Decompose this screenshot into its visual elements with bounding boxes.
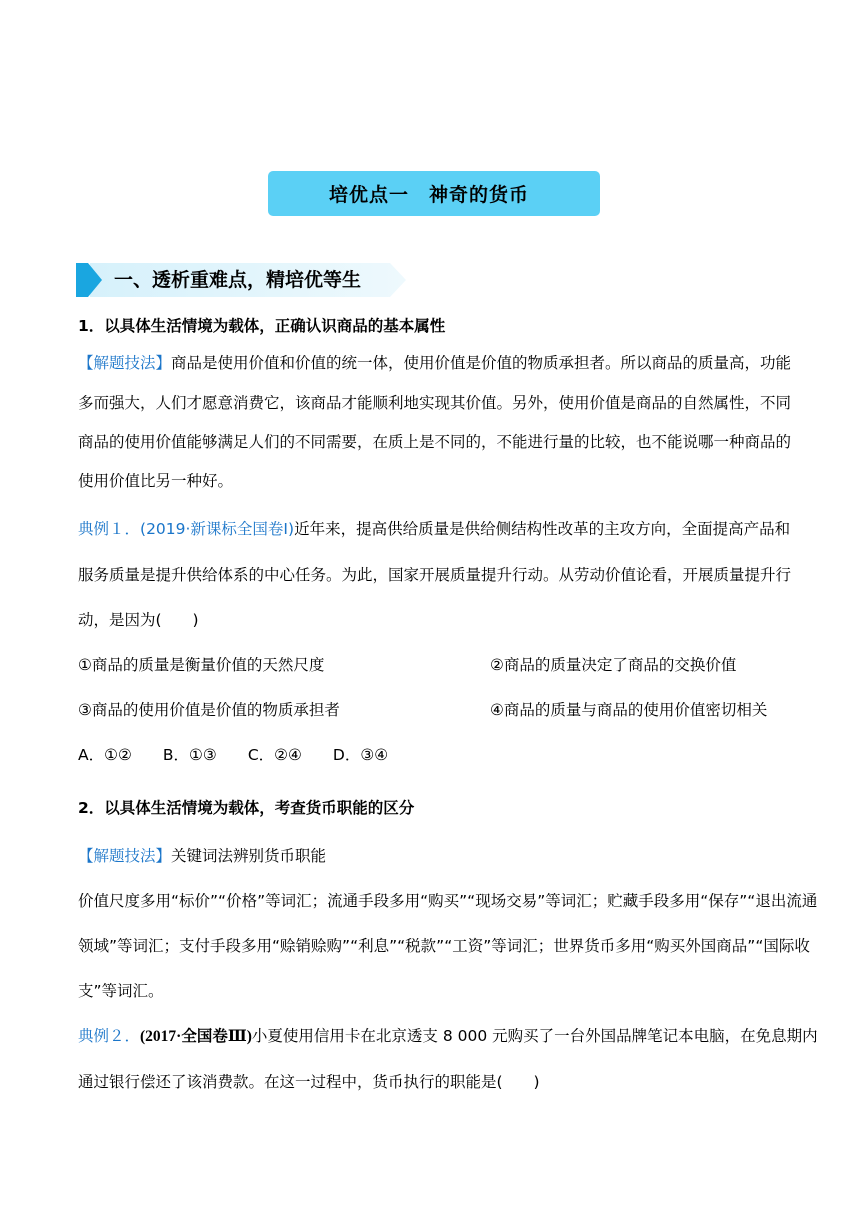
part2-tip-line-2: 领域”等词汇；支付手段多用“赊销赊购”“利息”“税款”“工资”等词汇；世界货币多用“购买外国商品”“国际收 (78, 937, 810, 955)
part2-tip-line-3: 支”等词汇。 (78, 982, 164, 1000)
section-banner-text: 一、透析重难点，精培优等生 (114, 269, 362, 291)
example1-line-1: 典例１．(2019·新课标全国卷Ⅰ)近年来，提高供给质量是供给侧结构性改革的主攻方向，全面提高产品和 (78, 520, 791, 538)
section-banner (76, 263, 406, 297)
example1-label: 典例１． (78, 520, 141, 538)
option-3: ③商品的使用价值是价值的物质承担者 (78, 701, 340, 719)
page-title-box (268, 171, 600, 216)
answer-choices: A．①② B．①③ C．②④ D．③④ (78, 746, 389, 764)
part1-tip-label: 【解题技法】 (78, 354, 172, 372)
example2-line-2: 通过银行偿还了该消费款。在这一过程中，货币执行的职能是( ) (78, 1073, 540, 1091)
option-2: ②商品的质量决定了商品的交换价值 (490, 656, 737, 674)
options-row-2 (78, 699, 778, 721)
part2-tip-title: 关键词法辨别货币职能 (171, 847, 327, 865)
example1-source: (2019·新课标全国卷Ⅰ) (140, 520, 295, 538)
part1-tip-line-3: 商品的使用价值能够满足人们的不同需要，在质上是不同的，不能进行量的比较，也不能说哪一种商品的 (78, 433, 792, 451)
part1-heading: 1．以具体生活情境为载体，正确认识商品的基本属性 (78, 317, 446, 335)
option-4: ④商品的质量与商品的使用价值密切相关 (490, 701, 768, 719)
example2-label: 典例２． (78, 1027, 141, 1045)
example1-line-3: 动，是因为( ) (78, 611, 199, 629)
example2-line-1: 典例２．(2017·全国卷Ⅲ)小夏使用信用卡在北京透支 8 000 元购买了一台外国品牌笔记本电脑，在免息期内 (78, 1027, 818, 1045)
example2-source: (2017·全国卷Ⅲ) (140, 1028, 252, 1045)
part2-tip-line-1: 价值尺度多用“标价”“价格”等词汇；流通手段多用“购买”“现场交易”等词汇；贮藏手段多用“保存”“退出流通 (78, 892, 818, 910)
page-title: 培优点一 神奇的货币 (328, 184, 529, 206)
example1-line-2: 服务质量是提升供给体系的中心任务。为此，国家开展质量提升行动。从劳动价值论看，开展质量提升行 (78, 566, 792, 584)
option-1: ①商品的质量是衡量价值的天然尺度 (78, 656, 325, 674)
options-row-1 (78, 654, 778, 676)
part1-tip-line-4: 使用价值比另一种好。 (78, 472, 234, 490)
part1-tip-line-2: 多而强大，人们才愿意消费它，该商品才能顺利地实现其价值。另外，使用价值是商品的自然属性，不同 (78, 394, 792, 412)
part2-heading: 2．以具体生活情境为载体，考查货币职能的区分 (78, 799, 415, 817)
part1-tip-line-1: 【解题技法】商品是使用价值和价值的统一体，使用价值是价值的物质承担者。所以商品的质量高，功能 (78, 354, 792, 372)
part2-tip-label: 【解题技法】 (78, 847, 172, 865)
part2-tip-title-line (78, 845, 326, 867)
